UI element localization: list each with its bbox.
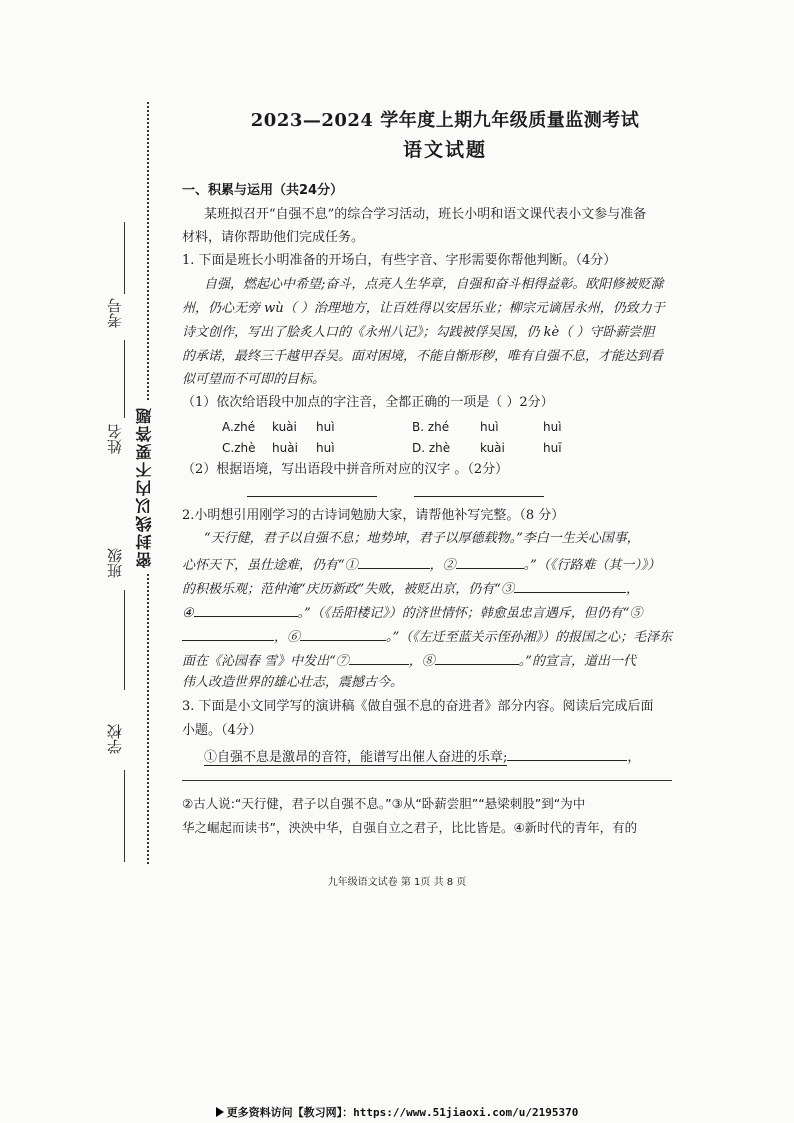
q2-line-4-b: 。”（《岳阳楼记》）的济世情怀；韩愈虽忠言遇斥，但仍有“⑤ (297, 606, 643, 621)
blank-4[interactable] (194, 603, 298, 617)
q3-paragraph-line-1: ②古人说:“天行健，君子以自强不息。”③从“卧薪尝胆”“悬梁刺股”到“为中 (182, 796, 586, 811)
q2-line-5 (182, 627, 687, 646)
exam-subtitle: 语文试题 (402, 139, 487, 161)
q3-sentence-1-end: ， (627, 750, 641, 765)
name-blank (124, 340, 125, 418)
blank-7[interactable] (349, 651, 409, 665)
option-d-1: D. zhè (412, 441, 451, 455)
q2-line-2 (182, 555, 687, 574)
seal-warning-text: 密封线以内不要答题 (133, 402, 156, 572)
option-c-3: huì (316, 441, 335, 455)
exam-number-blank (124, 222, 125, 294)
option-c-1: C.zhè (222, 441, 256, 455)
promo-text[interactable]: 更多资料访问【教习网】：https://www.51jiaoxi.com/u/2195370 (226, 1106, 579, 1119)
q1-passage-line-4: 的承诺，最终三千越甲吞吴。面对困境，不能自惭形秽，唯有自强不息，才能达到看 (182, 349, 664, 364)
section-heading: 一、积累与运用（共24分） (182, 183, 344, 198)
q3-sentence-1-text: ①自强不息是激昂的音符，能谱写出催人奋进的乐章; (204, 750, 508, 765)
q2-line-5-b: 。”（《左迁至蓝关示侄孙湘》）的报国之心；毛泽东 (386, 630, 673, 645)
q2-line-1: “天行健，君子以自强不息；地势坤，君子以厚德载物。”李白一生关心国事， (204, 531, 640, 546)
answer-line[interactable] (182, 780, 672, 781)
page-footer: 九年级语文试卷 第 1页 共 8 页 (327, 877, 467, 888)
promo-bar[interactable] (0, 1104, 794, 1120)
q1-stem: 1. 下面是班长小明准备的开场白，有些字音、字形需要你帮他判断。（4分） (182, 253, 617, 268)
name-label: 姓名 (106, 424, 124, 454)
option-b-3: huì (543, 420, 562, 434)
blank-1[interactable] (358, 555, 430, 569)
q3-stem-1: 3. 下面是小文同学写的演讲稿《做自强不息的奋进者》部分内容。阅读后完成后面 (182, 699, 654, 714)
class-label: 班级 (106, 548, 124, 578)
flag-icon (216, 1107, 224, 1117)
option-a-3: huì (316, 420, 335, 434)
blank-5[interactable] (182, 627, 274, 641)
q2-line-3-b: ， (625, 582, 639, 597)
q3-sentence-1 (204, 747, 687, 766)
q2-line-5-a: ，⑥ (274, 630, 301, 645)
q1-passage-line-1: 自强，燃起心中希望;奋斗，点亮人生华章，自强和奋斗相得益彰。欧阳修被贬滁 (204, 277, 664, 292)
q3-paragraph-line-2: 华之崛起而读书”，泱泱中华，自强自立之君子，比比皆是。④新时代的青年，有的 (182, 820, 638, 835)
option-b-2: huì (480, 420, 499, 434)
exam-number-label: 考号 (106, 298, 124, 328)
q2-stem: 2.小明想引用刚学习的古诗词勉励大家，请帮他补写完整。（8 分） (182, 508, 565, 523)
q2-line-4 (182, 603, 687, 622)
option-d-3: huī (543, 441, 562, 455)
intro-line-1: 某班拟召开“自强不息”的综合学习活动，班长小明和语文课代表小文参与准备 (204, 207, 647, 222)
q2-line-3-a: 的积极乐观；范仲淹“庆历新政”失败，被贬出京，仍有“③ (182, 582, 514, 597)
school-blank (124, 770, 125, 862)
option-b-1: B. zhé (412, 420, 450, 434)
school-label: 学校 (106, 724, 124, 754)
q2-line-6-a: 面在《沁园春 雪》中发出“⑦ (182, 654, 349, 669)
q2-line-2-b: ，② (429, 558, 456, 573)
blank-8[interactable] (435, 651, 519, 665)
answer-blank-2[interactable] (414, 495, 544, 497)
q1-passage-line-2: 州，仍心无旁 wù（ ）治理地方，让百姓得以安居乐业；柳宗元谪居永州，仍致力于 (182, 301, 665, 316)
q2-line-2-a: 心怀天下，虽仕途难，仍有“① (182, 558, 358, 573)
option-a-2: kuài (272, 420, 297, 434)
option-d-2: kuài (480, 441, 505, 455)
q2-line-3 (182, 579, 687, 598)
option-c-2: huài (272, 441, 298, 455)
q1-sub1: （1）依次给语段中加点的字注音，全都正确的一项是（ ）2分） (182, 395, 554, 410)
q2-line-7: 伟人改造世界的雄心壮志，震撼古今。 (182, 675, 404, 690)
q2-line-2-c: 。”（《行路难（其一）》） (523, 558, 661, 573)
option-a-1: A.zhé (222, 420, 256, 434)
q2-line-6-c: 。”的宣言，道出一代 (518, 654, 636, 669)
blank-6[interactable] (300, 627, 386, 641)
blank-3[interactable] (514, 579, 626, 593)
intro-line-2: 材料，请你帮助他们完成任务。 (182, 230, 365, 245)
blank-q3-1[interactable] (507, 747, 627, 761)
class-blank (124, 590, 125, 690)
exam-title: 2023—2024 学年度上期九年级质量监测考试 (250, 110, 640, 131)
q2-line-6 (182, 651, 687, 670)
q2-line-6-b: ，⑧ (408, 654, 435, 669)
q1-passage-line-3: 诗文创作，写出了脍炙人口的《永州八记》；勾践被俘吴国，仍 kè（ ）守卧薪尝胆 (182, 325, 655, 340)
q2-line-4-a: ④ (182, 606, 194, 621)
blank-2[interactable] (456, 555, 524, 569)
q1-sub2: （2）根据语境，写出语段中拼音所对应的汉字 。（2分） (182, 462, 509, 477)
q3-stem-2: 小题。（4分） (182, 723, 262, 738)
q1-passage-line-5: 似可望而不可即的目标。 (182, 372, 326, 387)
answer-blank-1[interactable] (247, 495, 377, 497)
